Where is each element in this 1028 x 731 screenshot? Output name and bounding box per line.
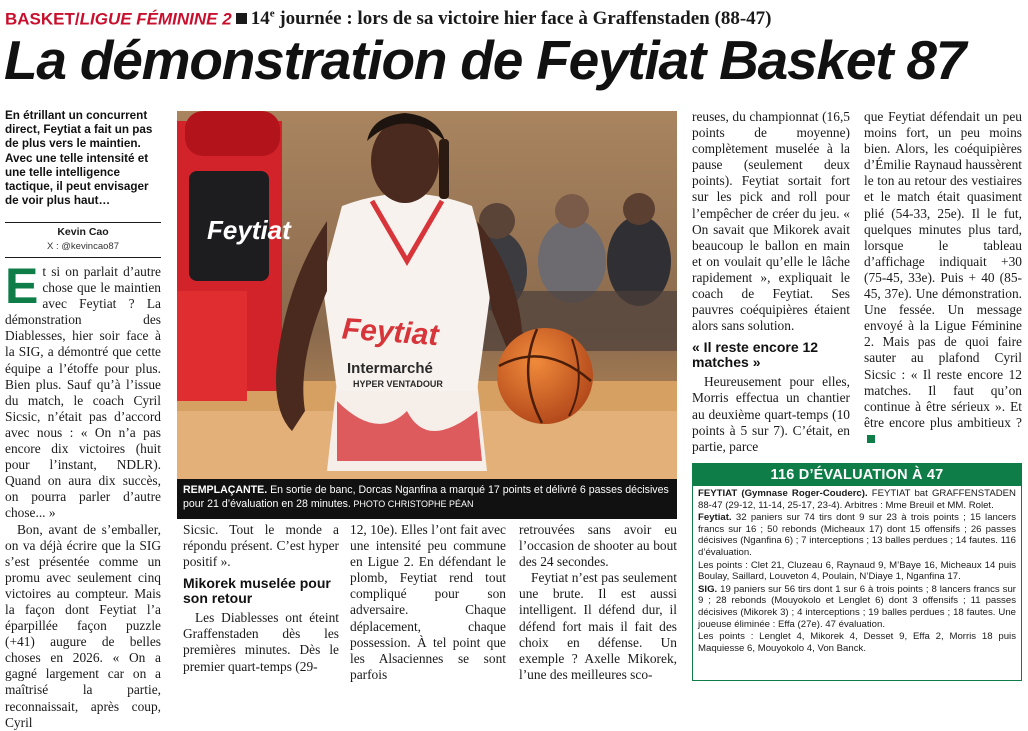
chapo: En étrillant un concurrent direct, Feytiat a fait un pas de plus vers le maintien. Avec une telle intensité et une telle intelligence tactique, il peut envisager de voir plus haut… — [5, 109, 153, 208]
article-column-6: que Feytiat défendait un peu moins fort, un peu moins bien. Alors, les coéquipières d’Émilie Raynaud haussèrent le ton au retour des vestiaires et le match était quasiment plié (54-33, 25e). Il le fut, quelques minutes plus tard, lorsque le tableau d’affichage indiquait +30 (75-45, 33e). Puis + 40 (85-45, 37e). Une démonstration. Une fessée. Un message envoyé à la Ligue Féminine 2. Mais pas de quoi faire sauter au plafond Cyril Sicsic : « Il reste encore 12 matches. Il faut qu’on continue à être sérieux ». Et être encore plus ambitieux ? — [864, 109, 1022, 454]
stats-box — [692, 463, 1022, 681]
basketball-player-photo — [177, 111, 677, 479]
article-column-4: retrouvées sans avoir eu l’occasion de shooter au bout des 24 secondes. Feytiat n’est pas seulement une brute. Il est aussi intelligent. Il défend dur, il défend fort mais il fait des choix en défense. Un exemple ? Axelle Mikorek, l’une des meilleures sco- — [519, 522, 677, 682]
article-photo — [177, 111, 677, 479]
jersey-sponsor-text: Feytiat — [340, 312, 440, 353]
section-label: BASKET/LIGUE FÉMININE 2 — [5, 9, 232, 29]
article-column-2: Sicsic. Tout le monde a répondu présent. C’est hyper positif ». Mikorek muselée pour son retour Les Diablesses ont éteint Graffenstaden dès les premières minutes. Dès le premier quart-temps (29- — [183, 522, 339, 674]
subhead-mikorek: Mikorek muselée pour son retour — [183, 575, 331, 607]
article-column-3: 12, 10e). Elles l’ont fait avec une intensité peu commune en Ligue 2. En défendant le plomb, Feytiat rend tout compliqué pour son adversaire. Chaque déplacement, chaque possession. À tel point que les Alsaciennes se sont parfois — [350, 522, 506, 682]
subhead-12-matches: « Il reste encore 12 matches » — [692, 339, 819, 371]
mascot-jersey-text: Feytiat — [207, 215, 291, 245]
article-column-5: reuses, du championnat (16,5 points de moyenne) complètement muselée à la pause (seulement deux points). Feytiat sortait fort sur les pick and roll pour l’empêcher de créer du jeu. « On savait que Mikorek avait beaucoup le ballon en main et on voulait qu’elle le lâche rapidement », expliquait le coach de Feytiat. Ses pauvres coéquipières étaient alors sans solution. « Il reste encore 12 matches » Heureusement pour elles, Morris effectua un chantier au deuxième quart-temps (10 points à 5 sur 7). C’était, en partie, parce — [692, 109, 850, 454]
end-mark-icon — [867, 435, 875, 443]
kicker-line — [5, 2, 1025, 28]
byline-author: Kevin Cao — [57, 226, 109, 238]
stats-box-body: FEYTIAT (Gymnase Roger-Couderc). FEYTIAT bat GRAFFENSTADEN 88-47 (29-12, 11-14, 25-17, 23-4). Arbitres : Mme Breuil et MM. Rolet. Feytiat. 32 paniers sur 74 tirs dont 9 sur 23 à trois points ; 15 lancers francs sur 16 ; 50 rebonds (Micheaux 17) dont 15 offensifs ; 26 passes décisives (Nganfina 6) ; 7 interceptions ; 13 balles perdues ; 14 fautes. 116 d’évaluation. Les points : Clet 21, Cluzeau 6, Raynaud 9, M’Baye 16, Micheaux 14 puis Boulay, Saillard, Louveton 4, Poulain, N’Diaye 1, Nganfina 17. SIG. 19 paniers sur 56 tirs dont 1 sur 6 à trois points ; 8 lancers francs sur 9 ; 28 rebonds (Mouyokolo et Lenglet 6) dont 3 offensifs ; 11 passes décisives (Mikorek 3) ; 4 interceptions ; 19 balles perdues ; 18 fautes. Une joueuse éliminée : Effa (27e). 47 évaluation. Les points : Lenglet 4, Mikorek 4, Desset 9, Effa 2, Morris 18 puis Maquiesse 6, Mouyokolo 4, Von Banck. — [698, 488, 1016, 654]
matchday-text: 14e journée : lors de sa victoire hier face à Graffenstaden (88-47) — [250, 8, 772, 30]
dropcap: E — [5, 258, 39, 314]
square-bullet-icon — [236, 13, 247, 24]
byline-rule-top — [5, 222, 161, 223]
article-column-1: Et si on parlait d’autre chose que le maintien avec Feytiat ? La démonstration des Diablesses, hier soir face à la SIG, a démontré que cette équipe a l’étoffe pour plus. Bien plus. Sauf qu’à l’issue du match, le coach Cyril Sicsic, n’était pas d’accord avec nous : « On n’a pas encore dix victoires (huit pour l’instant, NDLR). Quand on aura dix succès, on pourra parler d’autre chose... » Bon, avant de s’emballer, on va déjà écrire que la SIG s’est présentée comme un promu avec seulement cinq victoires au compteur. Mais la façon dont Feytiat l’a éparpillée façon puzzle (+41) augure de belles choses en 2026. « On a gagné largement car on a maîtrisé la partie, reconnaissait, après coup, Cyril — [5, 258, 161, 730]
photo-caption: REMPLAÇANTE. En sortie de banc, Dorcas Nganfina a marqué 17 points et délivré 6 passes décisives pour 21 d’évaluation en 28 minutes. PHOTO CHRISTOPHE PÉAN — [177, 479, 677, 519]
jersey-sponsor-2-text: Intermarché — [347, 360, 433, 377]
stats-box-title: 116 D’ÉVALUATION À 47 — [693, 464, 1021, 486]
headline: La démonstration de Feytiat Basket 87 — [4, 29, 966, 91]
byline-handle: X : @kevincao87 — [47, 241, 119, 252]
jersey-sponsor-3-text: HYPER VENTADOUR — [353, 379, 443, 389]
